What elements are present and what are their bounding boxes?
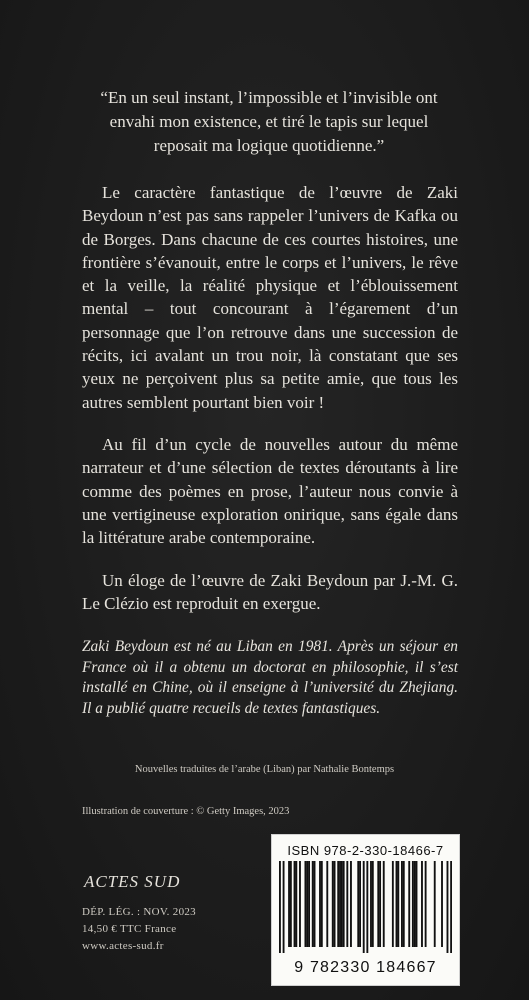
barcode-bar — [314, 861, 316, 947]
barcode-bar — [337, 861, 339, 947]
barcode-bar — [401, 861, 403, 947]
barcode-bar — [450, 861, 452, 953]
barcode-bar — [290, 861, 292, 947]
barcode-bar — [319, 861, 321, 947]
barcode-bar — [370, 861, 372, 947]
barcode-bar — [425, 861, 427, 947]
barcode-panel — [271, 834, 460, 986]
barcode-bar — [416, 861, 418, 947]
barcode-bar — [383, 861, 385, 947]
barcode-bar — [414, 861, 416, 947]
barcode-bar — [341, 861, 343, 947]
barcode-bar — [372, 861, 374, 947]
quote-line: “En un seul instant, l’impossible et l’invisible ont — [100, 88, 438, 107]
barcode-bar — [441, 861, 443, 947]
barcode-bar — [447, 861, 449, 953]
blurb-paragraph-1: Le caractère fantastique de l’œuvre de Zaki Beydoun n’est pas sans rappeler l’univers de Kafka ou de Borges. Dans chacune de ces courtes histoires, une frontière s’évanouit, entre le corps et l’univers, le rêve et la veille, la réalité physique et l’éblouissement mental – tout concourant à l’égarement d’un personnage que l’on retrouve dans une succession de récits, ici avalant un trou noir, là constatant que ses yeux ne perçoivent plus sa petite amie, que tous les autres semblent pourtant bien voir ! — [82, 183, 458, 412]
barcode-bar — [346, 861, 348, 947]
illustration-credit: Illustration de couverture : © Getty Images, 2023 — [82, 806, 290, 817]
barcode-bar — [304, 861, 306, 947]
barcode-bar — [283, 861, 285, 953]
barcode-bar — [396, 861, 398, 947]
barcode-bar — [434, 861, 436, 947]
barcode-bar — [412, 861, 414, 947]
barcode-bar — [403, 861, 405, 947]
barcode-bar — [363, 861, 365, 953]
barcode-bar — [392, 861, 394, 947]
website: www.actes-sud.fr — [82, 940, 164, 952]
barcode-bar — [408, 861, 410, 947]
barcode-bar — [321, 861, 323, 947]
barcode-bar — [339, 861, 341, 947]
author-bio: Zaki Beydoun est né au Liban en 1981. Après un séjour en France où il a obtenu un doctorat en philosophie, il s’est installé en Chine, où il enseigne à l’université du Zhejiang. Il a publié quatre recueils de textes fantastiques. — [82, 638, 458, 717]
barcode-bar — [379, 861, 381, 947]
isbn-label: ISBN 978-2-330-18466-7 — [287, 843, 444, 858]
barcode-icon — [279, 861, 452, 953]
barcode-bar — [350, 861, 352, 947]
barcode-bar — [306, 861, 308, 947]
publisher-name: ACTES SUD — [84, 872, 181, 891]
blurb-paragraph-2: Au fil d’un cycle de nouvelles autour du même narrateur et d’une sélection de textes déroutants à lire comme des poèmes en prose, l’auteur nous convie à une vertigineuse exploration onirique, sans égale dans la littérature arabe contemporaine. — [82, 435, 458, 548]
translation-credit: Nouvelles traduites de l’arabe (Liban) par Nathalie Bontemps — [134, 764, 395, 775]
barcode-bar — [299, 861, 301, 947]
barcode-bar — [397, 861, 399, 947]
barcode-bar — [288, 861, 290, 947]
epigraph-quote — [80, 86, 458, 158]
barcode-bar — [421, 861, 423, 947]
quote-line: reposait ma logique quotidienne.” — [153, 136, 385, 155]
barcode-bar — [359, 861, 361, 947]
price: 14,50 € TTC France — [82, 923, 177, 935]
barcode-bar — [312, 861, 314, 947]
barcode-bar — [357, 861, 359, 947]
barcode-bar — [377, 861, 379, 947]
barcode-bar — [366, 861, 368, 953]
barcode-bar — [308, 861, 310, 947]
barcode-bar — [334, 861, 336, 947]
ean-digits: 9 782330 184667 — [294, 959, 437, 976]
barcode-bar — [326, 861, 328, 947]
legal-deposit: DÉP. LÉG. : NOV. 2023 — [82, 906, 196, 918]
barcode-bar — [332, 861, 334, 947]
quote-line: envahi mon existence, et tiré le tapis sur lequel — [109, 112, 429, 131]
barcode-bar — [294, 861, 296, 947]
barcode-bar — [279, 861, 281, 953]
barcode-bar — [343, 861, 345, 947]
blurb-paragraph-3: Un éloge de l’œuvre de Zaki Beydoun par J.-M. G. Le Clézio est reproduit en exergue. — [82, 571, 458, 614]
barcode-bar — [295, 861, 297, 947]
